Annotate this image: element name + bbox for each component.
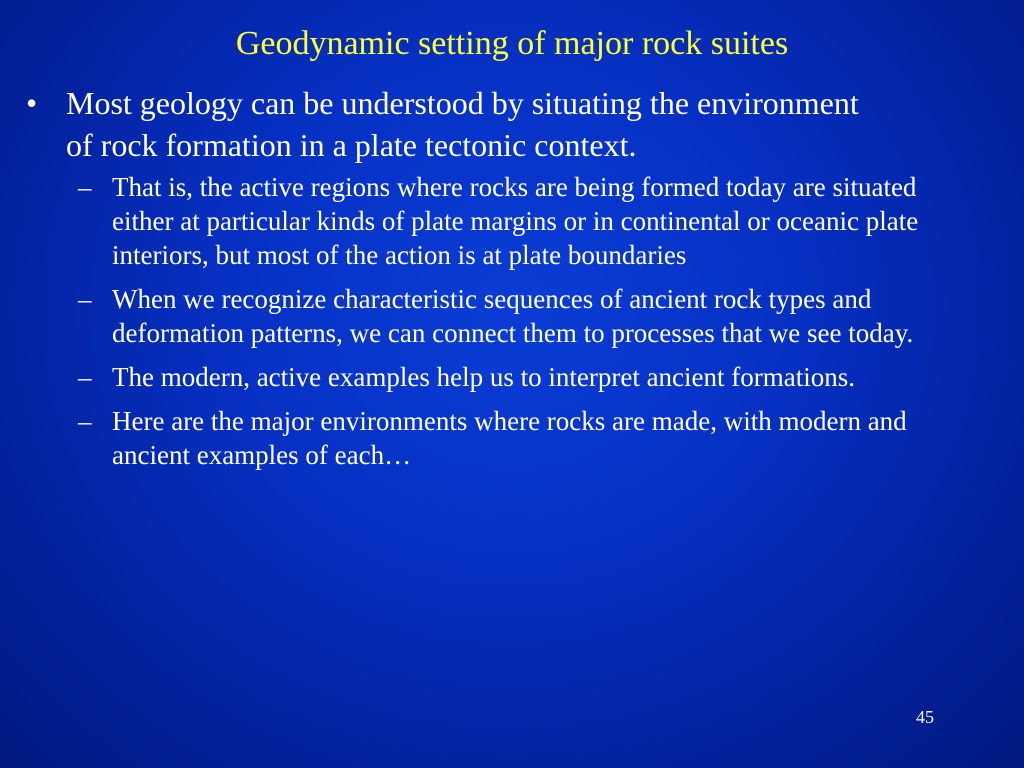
main-bullet-text: Most geology can be understood by situating the environment of rock formation in a plate tectonic context. xyxy=(66,85,859,163)
sub-bullet-text: When we recognize characteristic sequences of ancient rock types and deformation patterns, we can connect them to processes that we see today. xyxy=(112,284,914,348)
bullet-marker: • xyxy=(26,85,38,121)
sub-bullet xyxy=(78,170,968,272)
sub-bullet xyxy=(78,404,968,472)
sub-bullet-text: The modern, active examples help us to interpret ancient formations. xyxy=(112,362,856,392)
dash-marker: – xyxy=(78,406,92,436)
sub-bullet-text: That is, the active regions where rocks are being formed today are situated either at particular kinds of plate margins or in continental or oceanic plate interiors, but most of the action is at plate boundaries xyxy=(112,172,919,270)
sub-bullet xyxy=(78,360,968,394)
sub-bullet xyxy=(78,282,968,350)
sub-bullet-text: Here are the major environments where rocks are made, with modern and ancient examples of each… xyxy=(112,406,907,470)
dash-marker: – xyxy=(78,172,92,202)
page-number: 45 xyxy=(916,707,934,727)
sub-bullet-list xyxy=(0,170,1024,472)
main-bullet xyxy=(26,82,874,166)
slide-content xyxy=(0,82,1024,482)
dash-marker: – xyxy=(78,362,92,392)
dash-marker: – xyxy=(78,284,92,314)
slide-title: Geodynamic setting of major rock suites xyxy=(235,25,789,62)
